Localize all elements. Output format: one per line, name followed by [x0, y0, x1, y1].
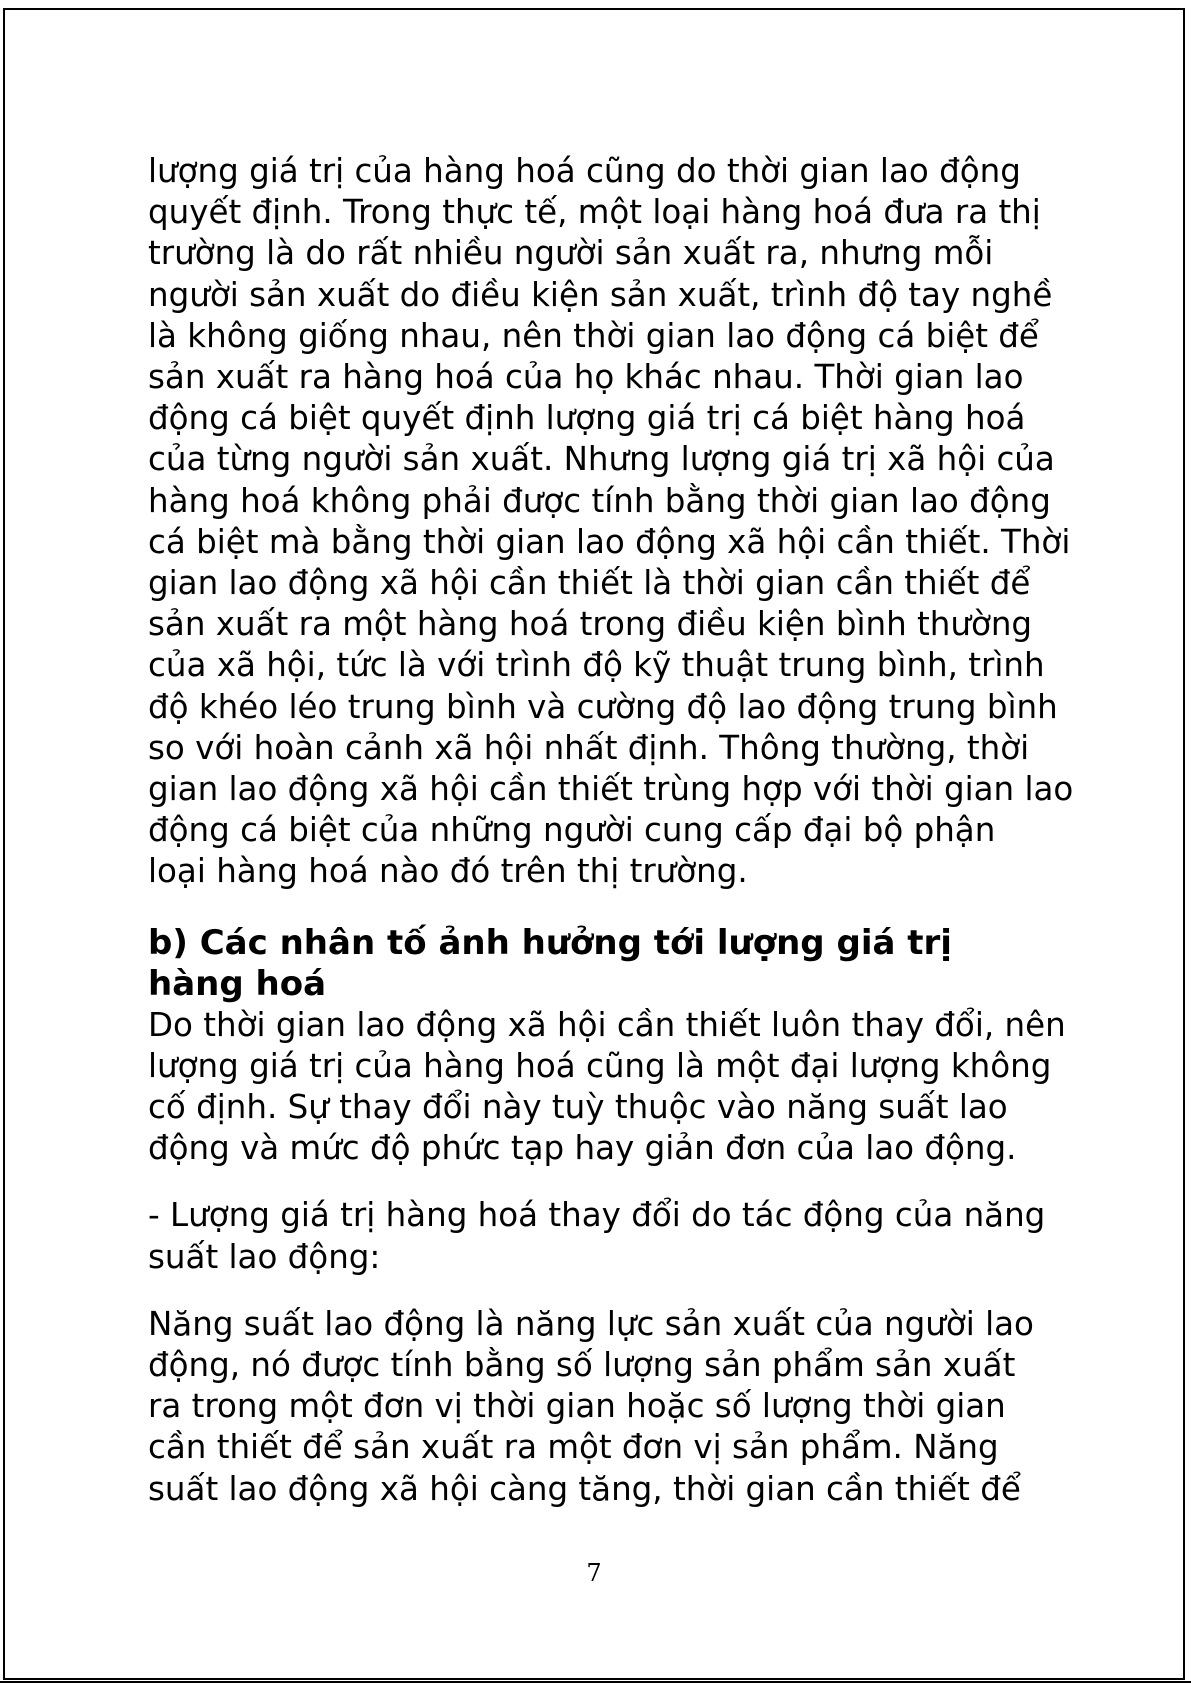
text-line: của xã hội, tức là với trình độ kỹ thuật trung bình, trình: [148, 646, 1045, 685]
text-line: lượng giá trị của hàng hoá cũng do thời gian lao động: [148, 152, 1021, 190]
section-heading: [148, 923, 1073, 1005]
text-line: là không giống nhau, nên thời gian lao động cá biệt để: [148, 316, 1039, 355]
text-line: lượng giá trị của hàng hoá cũng là một đại lượng không: [148, 1046, 1052, 1085]
page-bottom-divider: [0, 1681, 1191, 1683]
text-line: cần thiết để sản xuất ra một đơn vị sản phẩm. Năng: [148, 1428, 999, 1467]
page-number: 7: [586, 1559, 602, 1587]
text-line: quyết định. Trong thực tế, một loại hàng hoá đưa ra thị: [148, 193, 1041, 232]
text-line: suất lao động:: [148, 1237, 381, 1276]
text-line: ra trong một đơn vị thời gian hoặc số lượng thời gian: [148, 1387, 1006, 1426]
text-line: so với hoàn cảnh xã hội nhất định. Thông thường, thời: [148, 728, 1030, 767]
heading-line: b) Các nhân tố ảnh hưởng tới lượng giá trị: [148, 922, 952, 963]
text-line: cá biệt mà bằng thời gian lao động xã hội cần thiết. Thời: [148, 522, 1071, 561]
paragraph-value-determination: [148, 151, 1073, 893]
text-line: trường là do rất nhiều người sản xuất ra, nhưng mỗi: [148, 234, 994, 273]
text-line: gian lao động xã hội cần thiết trùng hợp với thời gian lao: [148, 770, 1074, 809]
paragraph-productivity-definition: [148, 1304, 1073, 1510]
text-line: suất lao động xã hội càng tăng, thời gian cần thiết để: [148, 1469, 1021, 1508]
text-line: động và mức độ phức tạp hay giản đơn của lao động.: [148, 1129, 1017, 1168]
text-line: - Lượng giá trị hàng hoá thay đổi do tác động của năng: [148, 1196, 1046, 1235]
text-line: của từng người sản xuất. Nhưng lượng giá trị xã hội của: [148, 440, 1055, 479]
text-line: loại hàng hoá nào đó trên thị trường.: [148, 852, 748, 891]
document-page: [3, 8, 1185, 1680]
heading-line: hàng hoá: [148, 963, 327, 1004]
page-content: [148, 151, 1073, 1510]
text-line: Do thời gian lao động xã hội cần thiết luôn thay đổi, nên: [148, 1005, 1066, 1044]
text-line: động, nó được tính bằng số lượng sản phẩm sản xuất: [148, 1346, 1016, 1385]
text-line: động cá biệt của những người cung cấp đại bộ phận: [148, 811, 996, 850]
paragraph-productivity-item: [148, 1195, 1073, 1277]
text-line: sản xuất ra hàng hoá của họ khác nhau. Thời gian lao: [148, 358, 1024, 397]
text-line: cố định. Sự thay đổi này tuỳ thuộc vào năng suất lao: [148, 1088, 1008, 1127]
text-line: sản xuất ra một hàng hoá trong điều kiện bình thường: [148, 605, 1033, 644]
paragraph-value-changes: [148, 1005, 1073, 1170]
text-line: gian lao động xã hội cần thiết là thời gian cần thiết để: [148, 564, 1031, 603]
text-line: hàng hoá không phải được tính bằng thời gian lao động: [148, 481, 1051, 520]
text-line: động cá biệt quyết định lượng giá trị cá biệt hàng hoá: [148, 399, 1026, 438]
text-line: Năng suất lao động là năng lực sản xuất của người lao: [148, 1304, 1034, 1343]
text-line: người sản xuất do điều kiện sản xuất, trình độ tay nghề: [148, 275, 1053, 314]
text-line: độ khéo léo trung bình và cường độ lao động trung bình: [148, 687, 1058, 726]
